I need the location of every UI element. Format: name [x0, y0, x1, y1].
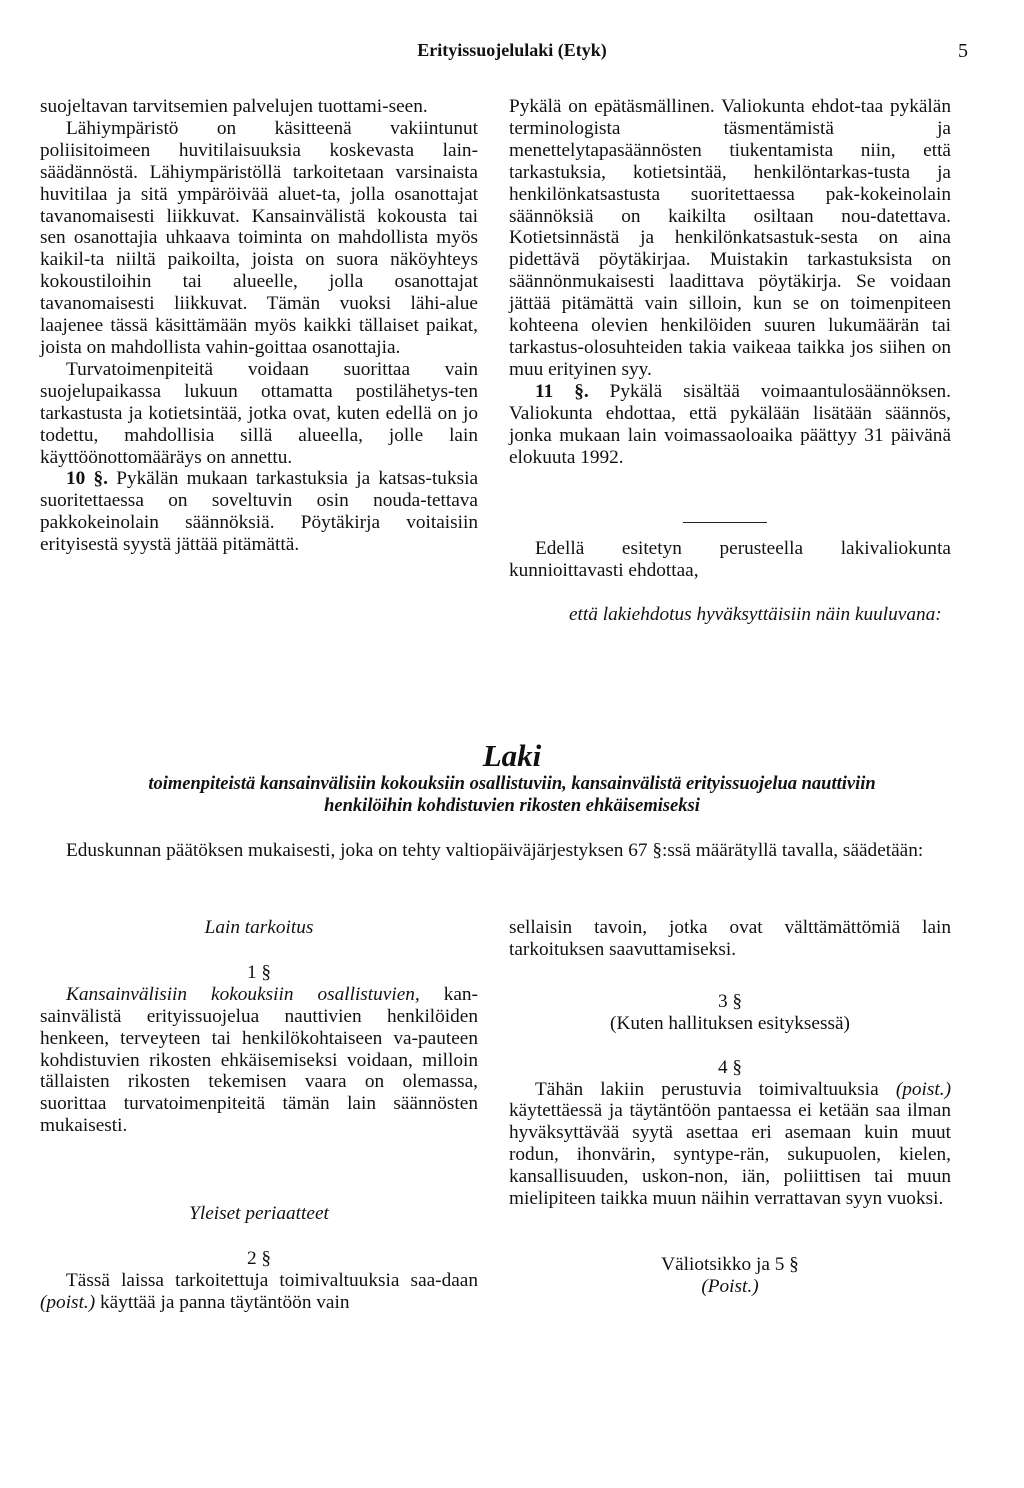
deletion-mark: (poist.)	[895, 1078, 951, 1100]
defined-term: Kansainvälisiin kokouksiin osallistuvien,	[66, 983, 420, 1005]
page-number: 5	[958, 40, 968, 62]
section-label: 11 §.	[535, 380, 589, 402]
section-text: Pykälä sisältää voimaantulosäännöksen. Valiokunta ehdottaa, että pykälään lisätään säännös, jonka mukaan lain voimassaoloaika päättyy 31 päivänä elokuuta 1992.	[509, 380, 951, 468]
section-text: Kansainvälisiin kokouksiin osallistuvien, kan-​sainvälistä erityissuojelua nauttivien henkilöiden henkeen, terveyteen tai henkilökohtaiseen va-​pauteen kohdistuvien rikosten ehkäisemiseksi voidaan, milloin tällaisten rikosten tekemisen vaara on olemassa, suorittaa turvatoimenpiteitä tämän lain säännösten mukaisesti.	[40, 983, 478, 1137]
deletion-mark: (poist.)	[40, 1291, 96, 1313]
left-column-bottom	[40, 917, 478, 1314]
section-heading: Lain tarkoitus	[204, 917, 314, 938]
paragraph: Pykälä on epätäsmällinen. Valiokunta ehdot-​taa pykälän terminologista täsmentämistä ja menettelytapasäännösten tiukentamista niin, että tarkastuksia, kotietsintää, henkilöntarkas-​tusta ja henkilönkatsastusta suoritettaessa pak-​kokeinolain säännöksiä on kaikilta osiltaan nou-​datettava. Kotietsinnästä ja henkilönkatsastuk-​sesta on aina pidettävä pöytäkirjaa. Muistakin tarkastuksista on säännönmukaisesti laadittava pöytäkirja. Se voidaan jättää pitämättä vain silloin, kun se on toimenpiteen kohteena olevien henkilöiden suuren lukumäärän tai tarkastus-​olosuhteiden takia vaikeaa taikka jos siihen on muu erityinen syy.	[509, 96, 951, 380]
section-text: Pykälän mukaan tarkastuksia ja katsas-​tuksia suoritettaessa on soveltuvin osin nouda-​tettava pakkokeinolain säännöksiä. Pöytäkirja voitaisiin erityisestä syystä jättää pitämättä.	[40, 468, 478, 556]
proposal-block	[569, 604, 949, 626]
enactment-text: Eduskunnan päätöksen mukaisesti, joka on tehty valtiopäiväjärjestyksen 67 §:ssä määrätyllä tavalla, säädetään:	[66, 840, 924, 861]
section-text: sellaisin tavoin, jotka ovat välttämättömiä lain tarkoituksen saavuttamiseksi.	[509, 917, 951, 960]
section-heading: Yleiset periaatteet	[189, 1203, 329, 1225]
section-heading: Väliotsikko ja 5 §	[661, 1253, 799, 1275]
paragraph-section-11	[509, 381, 951, 469]
section-number: 4 §	[717, 1056, 743, 1078]
section-text: Tässä laissa tarkoitettuja toimivaltuuksia saa-​daan (poist.) käyttää ja panna täytäntöön vain	[40, 1269, 478, 1313]
section-number: 1 §	[246, 961, 272, 983]
right-column-bottom	[509, 917, 951, 1298]
proposal: että lakiehdotus hyväksyttäisiin näin kuuluvana:	[569, 604, 942, 625]
enactment-clause	[40, 840, 952, 862]
paragraph: Turvatoimenpiteitä voidaan suorittaa vain suojelupaikassa lukuun ottamatta postilähetys-​ten tarkastusta ja kotietsintää, jotka ovat, kuten edellä on jo todettu, mahdollisia sillä alueella, jolle lain käyttöönottomääräys on annettu.	[40, 358, 478, 468]
separator-rule	[683, 522, 767, 523]
section-number: 2 §	[246, 1248, 272, 1270]
section-text: (Poist.)	[701, 1275, 759, 1297]
running-header: Erityissuojelulaki (Etyk)	[417, 40, 607, 60]
paragraph: suojeltavan tarvitsemien palvelujen tuottami-​seen.	[40, 96, 428, 117]
conclusion-block	[509, 538, 951, 582]
act-title: Laki	[482, 738, 542, 773]
left-column-top	[40, 96, 478, 556]
paragraph: Lähiympäristö on käsitteenä vakiintunut poliisitoimeen huvitilaisuuksia koskevasta lain-​säädännöstä. Lähiympäristöllä tarkoitetaan varsinaista huvitilaa ja sitä ympäröivää aluet-​ta, jolla osanottajat tavanomaisesti liikkuvat. Kansainvälistä kokousta tai sen osanottajia uhkaava toiminta on mahdollista myös kaikil-​ta niiltä paikoilta, joista on suora näköyhteys kokoustiloihin tai alueelle, jolla osanottajat tavanomaisesti liikkuvat. Tämän vuoksi lähi-​alue laajenee tässä käsittämään myös kaikki tällaiset paikat, joista on mahdollista vahin-​goittaa osanottajia.	[40, 117, 478, 358]
right-column-top	[509, 96, 951, 468]
act-subtitle	[40, 773, 984, 817]
paragraph-section-10	[40, 468, 478, 556]
section-number: 3 §	[717, 990, 743, 1012]
section-text: Tähän lakiin perustuvia toimivaltuuksia (poist.) käytettäessä ja täytäntöön pantaessa ei ketään saa ilman hyväksyttävää syytä asettaa eri asemaan kuin muut rodun, ihonvärin, syntype-​rän, sukupuolen, kielen, kansallisuuden, uskon-​non, iän, poliittisen tai muun mielipiteen taikka muun näihin verrattavan syyn vuoksi.	[509, 1078, 951, 1210]
section-label: 10 §.	[66, 468, 108, 490]
act-subtitle-line: toimenpiteistä kansainvälisiin kokouksiin osallistuviin, kansainvälistä erityissuojelua nauttiviin	[148, 774, 876, 794]
act-subtitle-line: henkilöihin kohdistuvien rikosten ehkäisemiseksi	[324, 796, 700, 816]
conclusion: Edellä esitetyn perusteella lakivaliokunta kunnioittavasti ehdottaa,	[509, 538, 951, 581]
section-text: (Kuten hallituksen esityksessä)	[610, 1012, 850, 1034]
